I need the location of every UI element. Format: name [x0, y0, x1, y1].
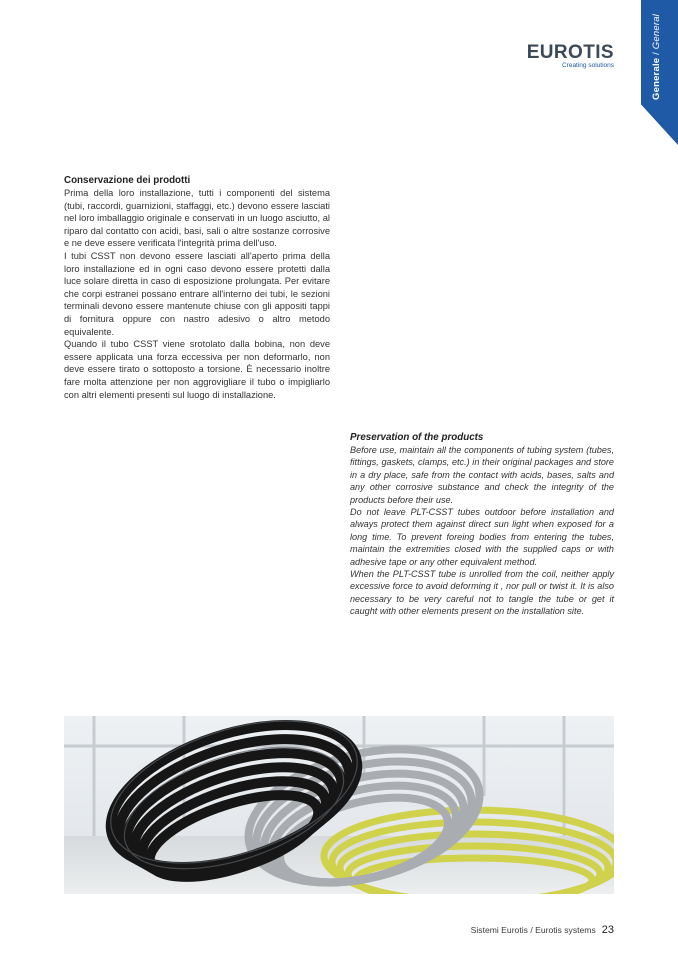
tube-coils-illustration: [64, 716, 614, 894]
brand-tagline: Creating solutions: [561, 62, 614, 69]
brand-logo: [528, 42, 618, 70]
page-footer: [380, 924, 614, 938]
footer-text: Sistemi Eurotis / Eurotis systems: [470, 925, 596, 935]
product-photo: [64, 716, 614, 894]
english-paragraph: When the PLT-CSST tube is unrolled from the coil, neither apply excessive force to avoid deforming it , nor pull or twist it. It is also necessary to be very careful not to tangle the tube or get it caught with other elements present on the installation site.: [350, 569, 614, 617]
english-section: [350, 432, 614, 618]
section-label-separator: /: [651, 49, 662, 58]
page-number: 23: [601, 924, 614, 936]
english-title: Preservation of the products: [350, 432, 484, 443]
italian-paragraph: Quando il tubo CSST viene srotolato dalla bobina, non deve essere applicata una forza eccessiva per non deformarlo, non deve essere tirato o sottoposto a torsione. È necessario inoltre fare molta attenzione per non aggrovigliare il tubo o impigliarlo con altri elementi presenti sul luogo di installazione.: [64, 339, 330, 400]
italian-section: [64, 175, 330, 401]
italian-paragraph: I tubi CSST non devono essere lasciati all'aperto prima della loro installazione ed in ogni caso devono essere protetti dalla luce solare diretta in caso di esposizione prolungata. Per evitare che corpi estranei possano entrare all'interno dei tubi, le sezioni terminali devono essere mantenute chiuse con gli appositi tappi di fornitura oppure con nastro adesivo o altro metodo equivalente.: [64, 250, 330, 337]
brand-name: EUROTIS: [526, 42, 614, 63]
section-label-en: General: [651, 14, 662, 50]
italian-title: Conservazione dei prodotti: [64, 175, 191, 186]
english-paragraph: Do not leave PLT-CSST tubes outdoor before installation and always protect them against direct sun light when exposed for a long time. To prevent foreing bodies from entering the tubes, maintain the extremities closed with the supplied caps or with adhesive tape or any other equivalent method.: [350, 507, 614, 567]
english-paragraph: Before use, maintain all the components of tubing system (tubes, fittings, gaskets, clamps, etc.) in their original packages and store in a dry place, safe from the contact with acids, bases, salts and any other corrosive substance and check the integrity of the products before their use.: [350, 445, 614, 505]
italian-paragraph: Prima della loro installazione, tutti i componenti del sistema (tubi, raccordi, guarnizioni, staffaggi, etc.) devono essere lasciati nel loro imballaggio originale e conservati in un luogo asciutto, al riparo dal contatto con acidi, basi, sali o altre sostanze corrosive e ne deve essere verificata l'integrità prima dell'uso.: [64, 188, 330, 249]
section-label-it: Generale: [651, 57, 662, 100]
section-label: [651, 10, 669, 100]
